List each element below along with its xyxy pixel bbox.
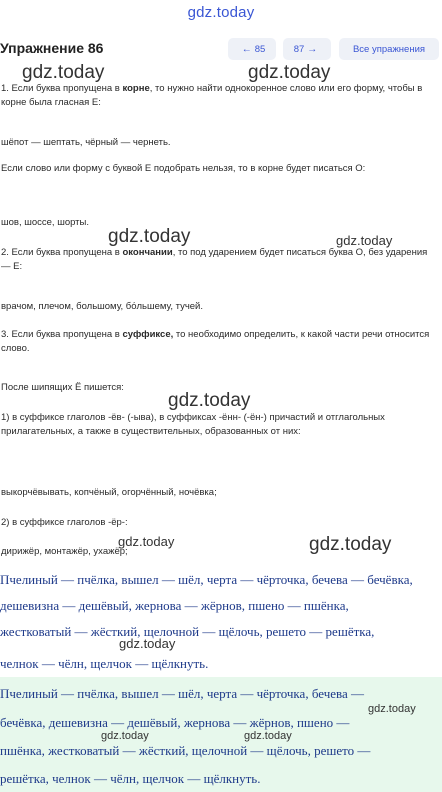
answer-line: Пчелиный — пчёлка, вышел — шёл, черта — чёрточка, бечева — bbox=[0, 686, 365, 701]
example-line: шов, шоссе, шорты. bbox=[1, 217, 89, 228]
answer-line: челнок — чёлн, щелчок — щёлкнуть. bbox=[0, 656, 209, 671]
watermark: gdz.today bbox=[119, 636, 176, 651]
watermark: gdz.today bbox=[168, 390, 251, 411]
example-line: шёпот — шептать, чёрный — чернеть. bbox=[1, 137, 171, 148]
answer-line: дешевизна — дешёвый, жернова — жёрнов, пшено — пшёнка, bbox=[0, 598, 349, 613]
exercise-header bbox=[0, 40, 442, 60]
watermark: gdz.today bbox=[22, 62, 105, 83]
watermark: gdz.today bbox=[309, 534, 392, 555]
example-line: дирижёр, монтажёр, ухажёр; bbox=[1, 546, 128, 557]
next-exercise-label: 87 bbox=[293, 43, 305, 55]
watermark: gdz.today bbox=[368, 703, 416, 715]
arrow-right-icon: → bbox=[307, 43, 318, 55]
example-line: врачом, плечом, большому, бόльшему, тучей. bbox=[1, 301, 204, 312]
example-line: выкорчёвывать, копчёный, огорчённый, ночёвка; bbox=[1, 487, 217, 498]
site-logo[interactable]: gdz.today bbox=[187, 4, 255, 21]
next-exercise-button[interactable] bbox=[283, 38, 331, 60]
answer-line: Пчелиный — пчёлка, вышел — шёл, черта — чёрточка, бечева — бечёвка, bbox=[0, 572, 413, 587]
rule-ending bbox=[1, 246, 439, 274]
answer-line: пшёнка, жестковатый — жёсткий, щелочной — щёлочь, решето — bbox=[0, 743, 371, 758]
rule-text: то необходимо определить, к какой части речи относится слово. bbox=[1, 329, 430, 354]
watermark: gdz.today bbox=[118, 534, 175, 549]
rule-text: , то нужно найти однокоренное слово или его форму, чтобы в корне была гласная Е: bbox=[1, 83, 423, 108]
rule-suffix bbox=[1, 328, 439, 356]
watermark: gdz.today bbox=[101, 730, 149, 742]
answer-line: жестковатый — жёсткий, щелочной — щёлочь, решето — решётка, bbox=[0, 624, 375, 639]
rule-text: После шипящих Ё пишется: bbox=[1, 382, 124, 393]
rule-text: 2. Если буква пропущена в bbox=[1, 247, 123, 258]
watermark: gdz.today bbox=[336, 233, 393, 248]
rule-text: Если слово или форму с буквой Е подобрать нельзя, то в корне будет писаться О: bbox=[1, 163, 366, 174]
rule-keyword: окончании bbox=[122, 247, 173, 258]
rule-text: 1. Если буква пропущена в bbox=[1, 83, 123, 94]
prev-exercise-label: 85 bbox=[254, 43, 266, 55]
rule-text: 1) в суффиксе глаголов -ёв- (-ыва), в суффиксах -ённ- (-ён-) причастий и отглагольных прилагательных, а также в существительных, образованных от них: bbox=[1, 412, 385, 437]
arrow-left-icon: ← bbox=[241, 43, 252, 55]
watermark: gdz.today bbox=[248, 62, 331, 83]
page-title: Упражнение 86 bbox=[0, 40, 104, 56]
prev-exercise-button[interactable] bbox=[228, 38, 276, 60]
watermark: gdz.today bbox=[108, 226, 191, 247]
rule-keyword: корне bbox=[122, 83, 150, 94]
rule-root bbox=[1, 82, 439, 110]
answer-line: решётка, челнок — чёлн, щелчок — щёлкнуть. bbox=[0, 771, 261, 786]
rule-text: 2) в суффиксе глаголов -ёр-: bbox=[1, 517, 128, 528]
watermark: gdz.today bbox=[244, 730, 292, 742]
rule-text: , то под ударением будет писаться буква О, без ударения — Е: bbox=[1, 247, 428, 272]
answer-line: бечёвка, дешевизна — дешёвый, жернова — жёрнов, пшено — bbox=[0, 715, 350, 730]
all-exercises-button[interactable]: Все упражнения bbox=[339, 38, 439, 60]
rule-text: 3. Если буква пропущена в bbox=[1, 329, 123, 340]
rule-keyword: суффиксе, bbox=[122, 329, 174, 340]
